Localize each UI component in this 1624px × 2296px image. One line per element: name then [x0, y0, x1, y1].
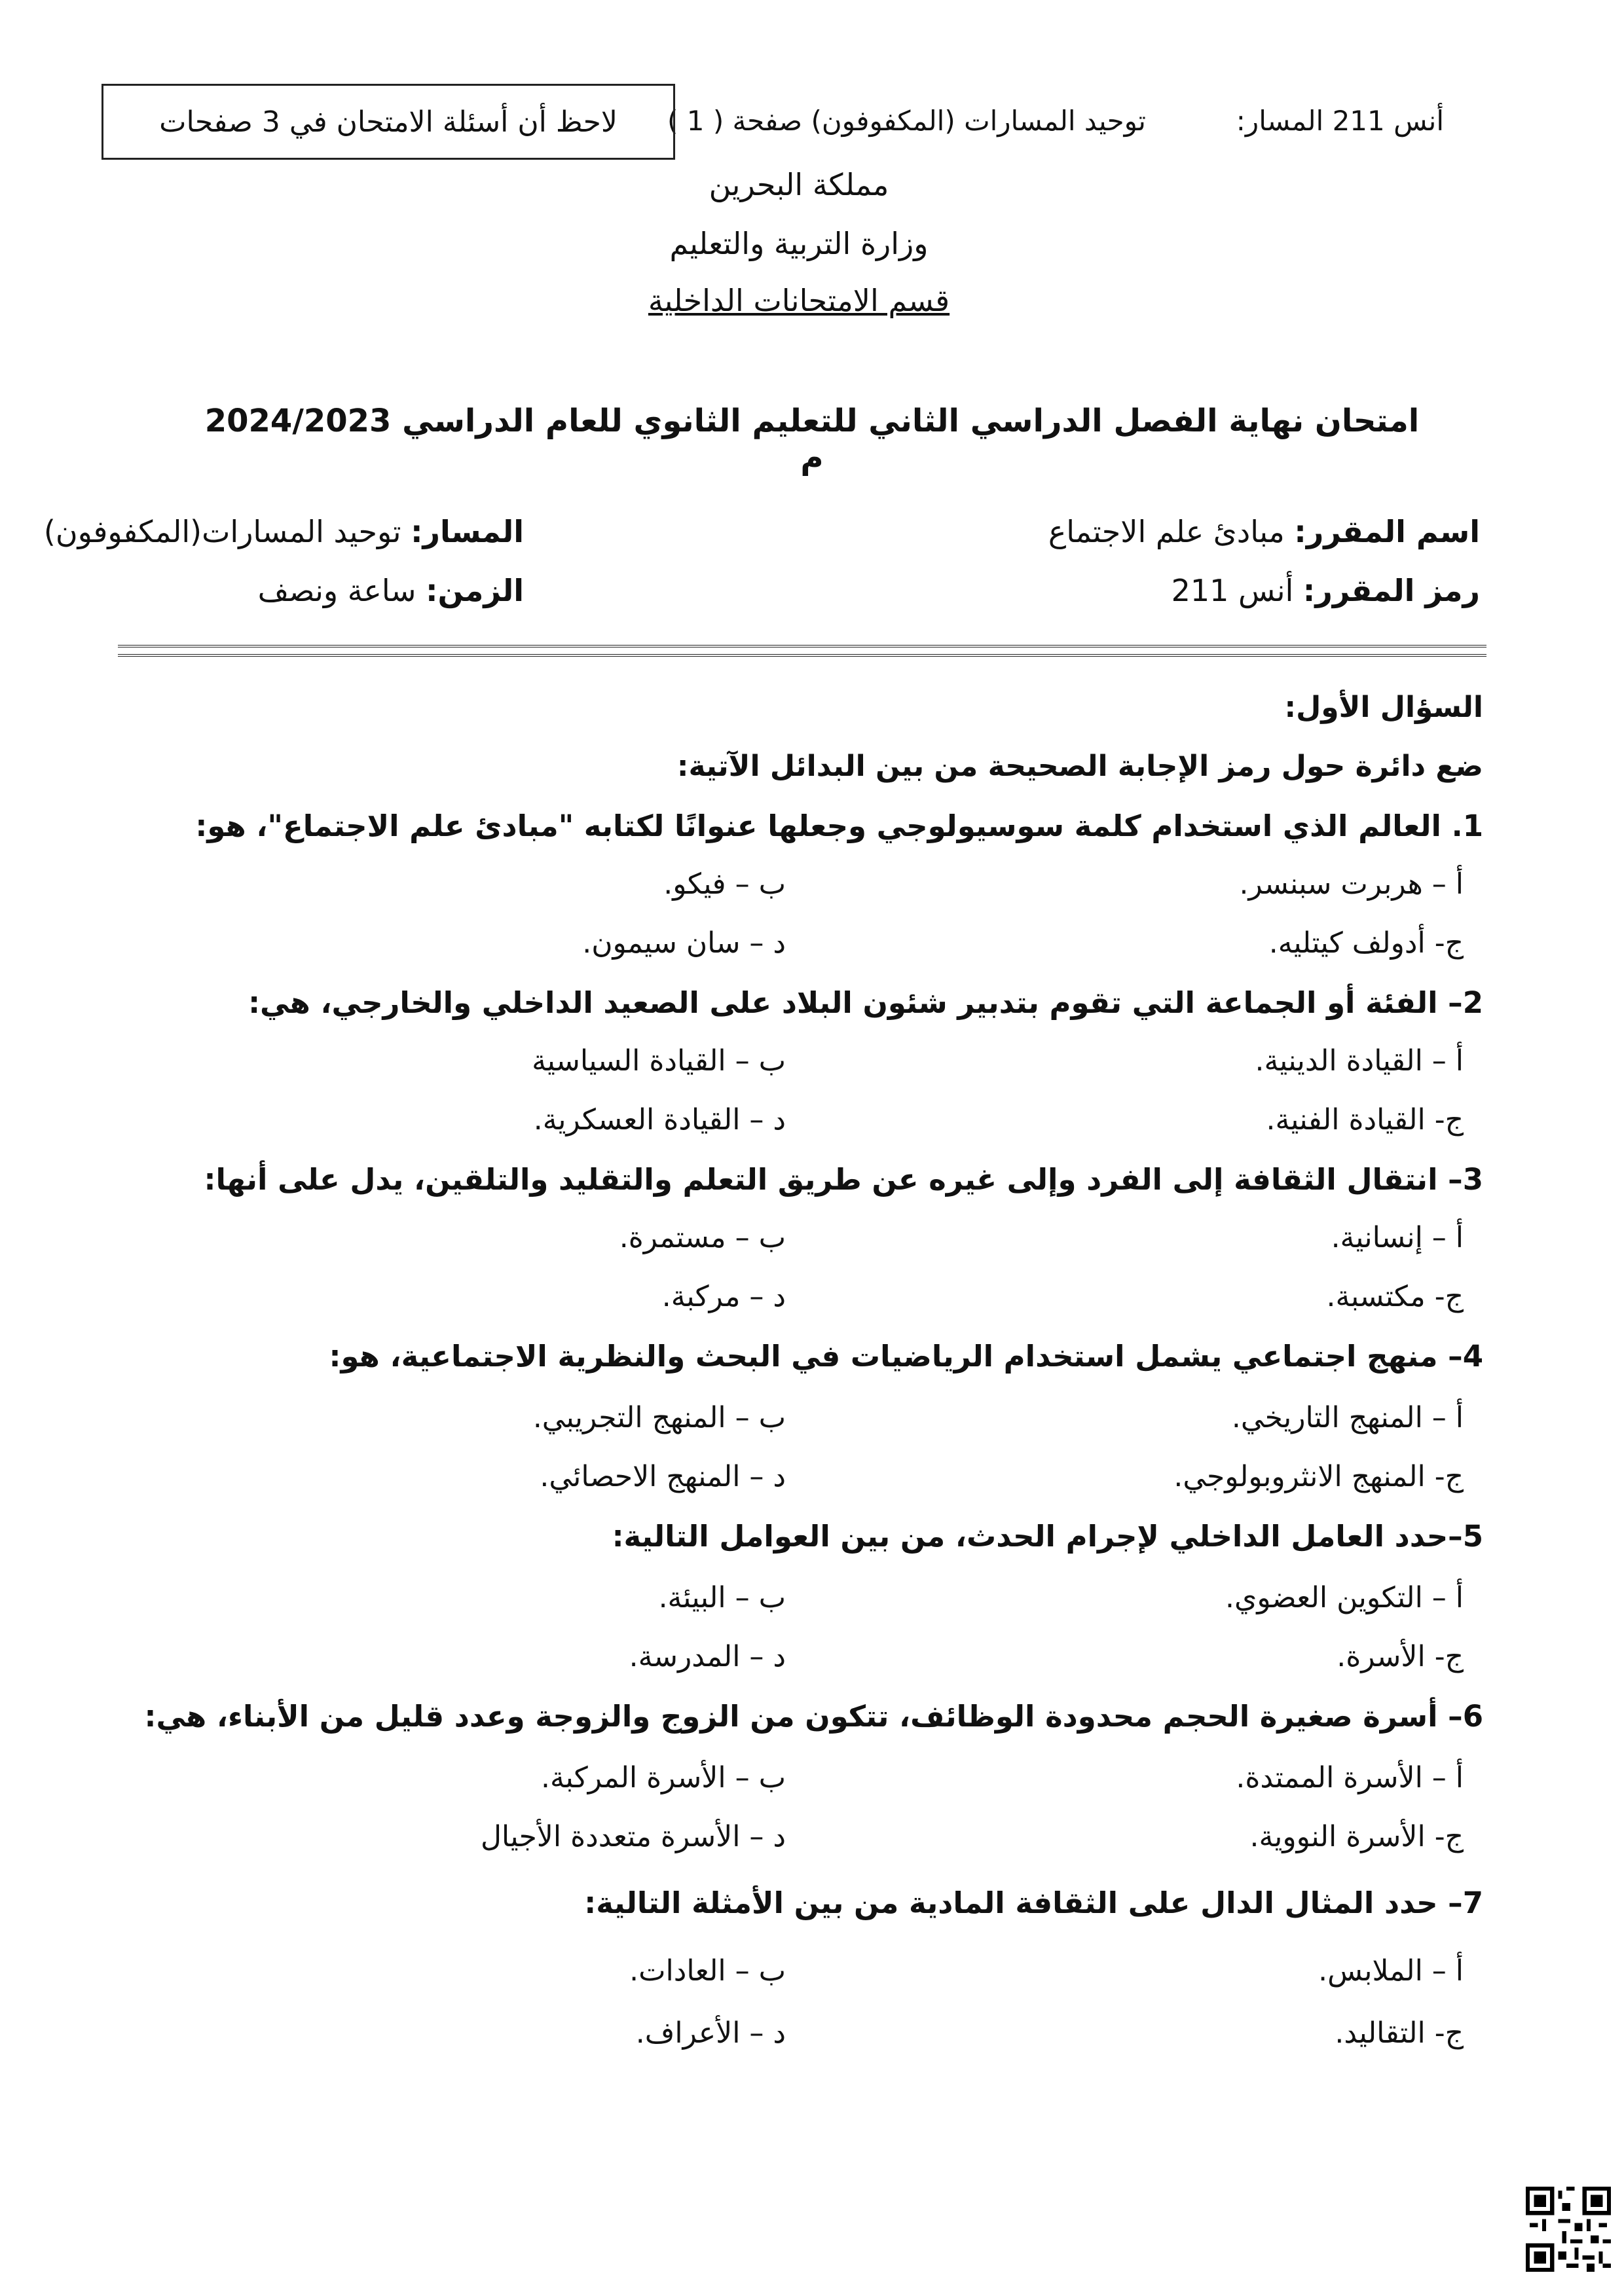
- track-page-header: توحيد المسارات (المكفوفون) صفحة ( 1 ): [667, 105, 1146, 137]
- exam-title: امتحان نهاية الفصل الدراسي الثاني للتعليم الثانوي للعام الدراسي 2024/2023 م: [204, 403, 1420, 476]
- q3-option-a[interactable]: أ – إنسانية.: [1331, 1221, 1464, 1254]
- time-label: الزمن:: [426, 573, 524, 608]
- q4-option-a[interactable]: أ – المنهج التاريخي.: [1231, 1401, 1464, 1434]
- page-count-note-text: لاحظ أن أسئلة الامتحان في 3 صفحات: [159, 105, 618, 139]
- q2-option-a[interactable]: أ – القيادة الدينية.: [1255, 1044, 1464, 1078]
- q7-option-d[interactable]: د – الأعراف.: [635, 2016, 786, 2050]
- question-4: 4– منهج اجتماعي يشمل استخدام الرياضيات في البحث والنظرية الاجتماعية، هو:: [329, 1339, 1483, 1374]
- q3-option-c[interactable]: ج- مكتسبة.: [1326, 1280, 1464, 1313]
- q5-option-c[interactable]: ج- الأسرة.: [1337, 1640, 1464, 1673]
- q4-option-b[interactable]: ب – المنهج التجريبي.: [532, 1401, 786, 1434]
- q7-option-b[interactable]: ب – العادات.: [629, 1954, 786, 1988]
- q4-option-d[interactable]: د – المنهج الاحصائي.: [540, 1460, 786, 1493]
- time-value: ساعة ونصف: [257, 573, 416, 608]
- q2-option-d[interactable]: د – القيادة العسكرية.: [533, 1103, 786, 1137]
- track-label: المسار:: [411, 514, 524, 549]
- q2-option-c[interactable]: ج- القيادة الفنية.: [1266, 1103, 1464, 1137]
- q7-option-a[interactable]: أ – الملابس.: [1318, 1954, 1464, 1988]
- question-5: 5–حدد العامل الداخلي لإجرام الحدث، من بين العوامل التالية:: [612, 1519, 1483, 1554]
- q3-option-d[interactable]: د – مركبة.: [661, 1280, 786, 1313]
- track-row: [44, 514, 524, 549]
- course-code-row: [1172, 573, 1480, 608]
- track-value: توحيد المسارات(المكفوفون): [43, 514, 401, 549]
- kingdom-title: مملكة البحرين: [709, 167, 889, 202]
- question-1: 1. العالم الذي استخدام كلمة سوسيولوجي وجعلها عنوانًا لكتابه "مبادئ علم الاجتماع"، هو:: [195, 809, 1483, 843]
- q7-option-c[interactable]: ج- التقاليد.: [1335, 2016, 1464, 2050]
- course-code-label: رمز المقرر:: [1302, 573, 1480, 608]
- q5-option-b[interactable]: ب – البيئة.: [658, 1581, 786, 1614]
- q6-option-a[interactable]: أ – الأسرة الممتدة.: [1236, 1761, 1464, 1795]
- q6-option-d[interactable]: د – الأسرة متعددة الأجيال: [480, 1820, 786, 1853]
- ministry-title: وزارة التربية والتعليم: [669, 226, 929, 261]
- q5-option-d[interactable]: د – المدرسة.: [629, 1640, 786, 1673]
- page-count-note: [101, 84, 675, 160]
- course-name-row: [1048, 514, 1480, 549]
- q1-option-a[interactable]: أ – هربرت سبنسر.: [1239, 867, 1464, 901]
- course-name-label: اسم المقرر:: [1294, 514, 1480, 549]
- q2-option-b[interactable]: ب – القيادة السياسية: [532, 1044, 786, 1078]
- q1-option-d[interactable]: د – سان سيمون.: [582, 926, 786, 960]
- question-3: 3– انتقال الثقافة إلى الفرد وإلى غيره عن طريق التعلم والتقليد والتلقين، يدل على أنها:: [204, 1162, 1483, 1197]
- course-code-header: أنس 211 المسار:: [1236, 105, 1444, 137]
- question-7: 7– حدد المثال الدال على الثقافة المادية من بين الأمثلة التالية:: [584, 1886, 1483, 1920]
- section-title: السؤال الأول:: [1284, 691, 1483, 724]
- q3-option-b[interactable]: ب – مستمرة.: [619, 1221, 786, 1254]
- department-title: قسم الامتحانات الداخلية: [648, 283, 950, 318]
- q6-option-c[interactable]: ج- الأسرة النووية.: [1249, 1820, 1464, 1853]
- time-row: [258, 573, 524, 608]
- q4-option-c[interactable]: ج- المنهج الانثروبولوجي.: [1173, 1460, 1464, 1493]
- separator-line: [118, 645, 1486, 657]
- q5-option-a[interactable]: أ – التكوين العضوي.: [1225, 1581, 1464, 1614]
- qr-code-icon: [1526, 2187, 1611, 2272]
- q1-option-b[interactable]: ب – فيكو.: [663, 867, 786, 901]
- q1-option-c[interactable]: ج- أدولف كيتليه.: [1268, 926, 1464, 960]
- section-instruction: ضع دائرة حول رمز الإجابة الصحيحة من بين البدائل الآتية:: [676, 750, 1483, 783]
- question-6: 6– أسرة صغيرة الحجم محدودة الوظائف، تتكون من الزوج والزوجة وعدد قليل من الأبناء، هي:: [144, 1699, 1483, 1734]
- course-code-value: أنس 211: [1171, 573, 1294, 608]
- question-2: 2– الفئة أو الجماعة التي تقوم بتدبير شئون البلاد على الصعيد الداخلي والخارجي، هي:: [248, 985, 1483, 1020]
- course-name-value: مبادئ علم الاجتماع: [1048, 514, 1285, 549]
- q6-option-b[interactable]: ب – الأسرة المركبة.: [540, 1761, 786, 1795]
